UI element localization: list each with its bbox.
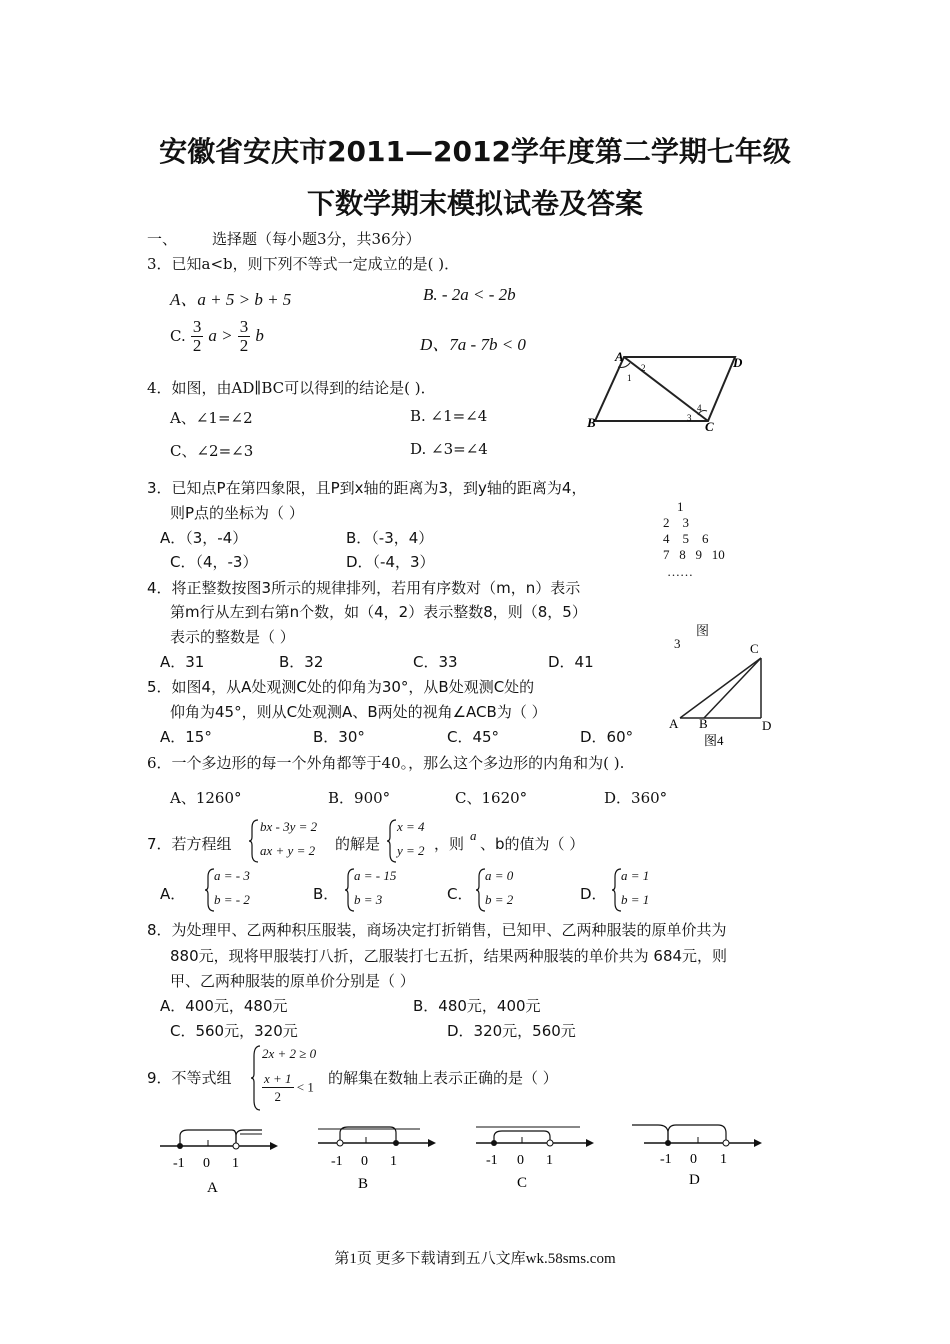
q8-option-d: D．320元，560元 — [447, 1022, 576, 1040]
q6-option-c: C、1620° — [455, 789, 528, 807]
q3b-option-b: B．（-3，4） — [346, 529, 434, 547]
q3a-c-den2: 2 — [239, 336, 249, 355]
fig4-label-b: B — [699, 716, 708, 731]
q3b-option-c: C．（4，-3） — [170, 553, 258, 571]
fig-label-angle2: 2 — [641, 363, 646, 373]
q7-option-a-line1: a = - 3 — [214, 868, 250, 883]
nl-c-tick-m1: -1 — [486, 1153, 498, 1168]
q4b-stem-line1: 4．将正整数按图3所示的规律排列，若用有序数对（m，n）表示 — [147, 579, 581, 597]
q9-inequality2-fraction — [262, 1070, 294, 1105]
nl-b-tick-1: 1 — [390, 1154, 397, 1169]
q5-stem-line1: 5．如图4，从A处观测C处的仰角为30°，从B处观测C处的 — [147, 678, 535, 696]
q7-stem-mid: 的解是 — [335, 835, 381, 853]
q8-stem-line2: 880元，现将甲服装打八折，乙服装打七五折，结果两种服装的单价共为 684元，则 — [170, 947, 728, 965]
parallelogram-figure — [585, 345, 760, 440]
fig3-row5: …… — [667, 564, 693, 579]
q4b-option-c: C．33 — [413, 653, 458, 671]
nl-a-label: A — [207, 1180, 218, 1196]
q9-inequality2-den: 2 — [274, 1089, 282, 1104]
nl-a-tick-0: 0 — [203, 1156, 210, 1171]
q6-option-d: D．360° — [604, 789, 668, 807]
page-title-line2: 下数学期末模拟试卷及答案 — [306, 187, 643, 220]
fig4-label-a: A — [669, 716, 679, 731]
q7-stem-prefix: 7．若方程组 — [147, 835, 232, 853]
q3a-c-var2: b — [255, 326, 264, 345]
q5-option-b: B．30° — [313, 728, 365, 746]
q9-system-brace — [250, 1044, 262, 1112]
q7-option-b-label: B． — [313, 885, 339, 903]
nl-c-tick-0: 0 — [517, 1153, 524, 1168]
section-number: 一、 — [147, 230, 178, 248]
fig-label-a: A — [615, 349, 624, 364]
q7-system-brace — [248, 818, 260, 864]
figure4-triangle — [660, 640, 780, 752]
nl-b-tick-0: 0 — [361, 1154, 368, 1169]
numberline-a — [150, 1120, 280, 1200]
fig3-caption-1: 图 — [696, 623, 710, 638]
q7-stem-end-a: ，则 — [434, 835, 465, 853]
section-label: 选择题（每小题3分，共36分） — [212, 230, 421, 248]
q3a-option-c — [170, 318, 264, 355]
fig-label-c: C — [705, 419, 714, 434]
fig3-row3: 4 5 6 — [663, 531, 709, 546]
q4b-option-a: A．31 — [160, 653, 205, 671]
q3a-c-den1: 2 — [192, 336, 202, 355]
fig-label-b: B — [587, 415, 596, 430]
q3a-option-c-fraction1 — [191, 318, 204, 355]
nl-a-tick-m1: -1 — [173, 1156, 185, 1171]
q9-stem-prefix: 9．不等式组 — [147, 1069, 232, 1087]
q9-inequality1: 2x + 2 ≥ 0 — [262, 1046, 317, 1061]
fig-label-angle1: 1 — [627, 373, 632, 383]
fig3-row2: 2 3 — [663, 515, 689, 530]
nl-d-tick-0: 0 — [690, 1152, 697, 1167]
nl-a-tick-1: 1 — [232, 1156, 239, 1171]
q4a-option-a: A、∠1=∠2 — [170, 409, 253, 427]
q7-system-eq2: ax + y = 2 — [260, 843, 316, 858]
fig-label-angle4: 4 — [697, 403, 702, 413]
q9-inequality2 — [262, 1070, 314, 1105]
q3a-option-a: A、a + 5 > b + 5 — [170, 290, 292, 309]
q7-option-c-line1: a = 0 — [485, 868, 514, 883]
q4b-stem-line2: 第m行从左到右第n个数，如（4，2）表示整数8，则（8，5） — [170, 603, 587, 621]
q3a-c-var1: a > — [208, 326, 233, 345]
numberline-d — [628, 1115, 768, 1195]
q3b-stem-line2: 则P点的坐标为（ ） — [170, 504, 304, 522]
q7-stem-end-b: 、b的值为（ ） — [480, 835, 585, 853]
q4a-option-c: C、∠2=∠3 — [170, 442, 254, 460]
fig4-label-d: D — [762, 718, 772, 733]
nl-c-label: C — [517, 1175, 528, 1191]
nl-b-tick-m1: -1 — [331, 1154, 343, 1169]
q6-stem: 6．一个多边形的每一个外角都等于40。，那么这个多边形的内角和为( ). — [147, 754, 625, 772]
q5-option-d: D．60° — [580, 728, 634, 746]
q7-option-d-line1: a = 1 — [621, 868, 650, 883]
q3a-c-num1: 3 — [192, 317, 202, 336]
q3b-option-d: D．（-4，3） — [346, 553, 435, 571]
nl-d-tick-1: 1 — [720, 1152, 727, 1167]
fig4-line-bc — [704, 658, 761, 718]
nl-d-tick-m1: -1 — [660, 1152, 672, 1167]
q7-system-eq1: bx - 3y = 2 — [260, 819, 318, 834]
q7-option-b-line2: b = 3 — [354, 892, 383, 907]
fig3-caption-2: 3 — [674, 636, 681, 651]
q3a-option-d: D、7a - 7b < 0 — [420, 335, 526, 354]
q9-inequality2-rhs: < 1 — [296, 1079, 314, 1095]
page-title-line1: 安徽省安庆市2011—2012学年度第二学期七年级 — [159, 135, 791, 168]
q3b-option-a: A．（3，-4） — [160, 529, 248, 547]
q8-stem-line3: 甲、乙两种服装的原单价分别是（ ） — [170, 972, 415, 990]
q9-inequality2-num: x + 1 — [264, 1071, 292, 1086]
q4b-option-b: B．32 — [279, 653, 324, 671]
fig-label-d: D — [733, 355, 743, 370]
fig4-caption: 图4 — [704, 733, 724, 748]
q8-option-b: B．480元，400元 — [413, 997, 541, 1015]
q6-option-a: A、1260° — [170, 789, 242, 807]
q7-solution-x: x = 4 — [397, 819, 425, 834]
q4a-option-b: B. ∠1=∠4 — [410, 407, 488, 425]
q3a-stem: 3．已知a<b，则下列不等式一定成立的是( )． — [147, 255, 460, 273]
q5-option-c: C．45° — [447, 728, 500, 746]
q4b-stem-line3: 表示的整数是（ ） — [170, 628, 295, 646]
q3a-option-b: B. - 2a < - 2b — [423, 285, 516, 304]
q7-option-b-line1: a = - 15 — [354, 868, 397, 883]
q6-option-b: B．900° — [328, 789, 391, 807]
q8-option-a: A．400元，480元 — [160, 997, 288, 1015]
q7-stem-var: a — [470, 828, 477, 843]
q7-option-c-line2: b = 2 — [485, 892, 514, 907]
fig-label-angle3: 3 — [687, 413, 692, 423]
diagonal-ac — [624, 357, 708, 421]
q5-stem-line2: 仰角为45°，则从C处观测A、B两处的视角∠ACB为（ ） — [170, 703, 547, 721]
q7-option-a-label: A． — [160, 885, 186, 903]
q8-stem-line1: 8．为处理甲、乙两种积压服装，商场决定打折销售，已知甲、乙两种服装的原单价共为 — [147, 921, 727, 939]
q3b-stem-line1: 3．已知点P在第四象限，且P到x轴的距离为3，到y轴的距离为4， — [147, 479, 587, 497]
q5-option-a: A．15° — [160, 728, 212, 746]
numberline-b — [310, 1117, 440, 1197]
q7-option-d-label: D． — [580, 885, 607, 903]
numberline-c — [470, 1117, 600, 1197]
q3a-option-c-fraction2 — [238, 318, 251, 355]
fig4-line-ac — [680, 658, 761, 718]
page-footer: 第1页 更多下载请到五八文库wk.58sms.com — [334, 1251, 616, 1267]
fig3-row4: 7 8 9 10 — [663, 547, 725, 562]
nl-d-label: D — [689, 1172, 700, 1188]
q3a-option-c-prefix: C. — [170, 327, 186, 345]
q3a-c-num2: 3 — [239, 317, 249, 336]
q7-option-c-label: C． — [447, 885, 473, 903]
q4a-stem: 4．如图，由AD∥BC可以得到的结论是( )． — [147, 379, 436, 397]
q4a-option-d: D. ∠3=∠4 — [410, 440, 488, 458]
q8-option-c: C．560元，320元 — [170, 1022, 298, 1040]
q7-solution-y: y = 2 — [397, 843, 425, 858]
q9-stem-end: 的解集在数轴上表示正确的是（ ） — [328, 1069, 558, 1087]
q7-option-a-line2: b = - 2 — [214, 892, 250, 907]
fig3-row1: 1 — [677, 499, 684, 514]
nl-c-tick-1: 1 — [546, 1153, 553, 1168]
q4b-option-d: D．41 — [548, 653, 594, 671]
nl-b-label: B — [358, 1176, 369, 1192]
q7-option-d-line2: b = 1 — [621, 892, 650, 907]
fig4-label-c: C — [750, 641, 759, 656]
